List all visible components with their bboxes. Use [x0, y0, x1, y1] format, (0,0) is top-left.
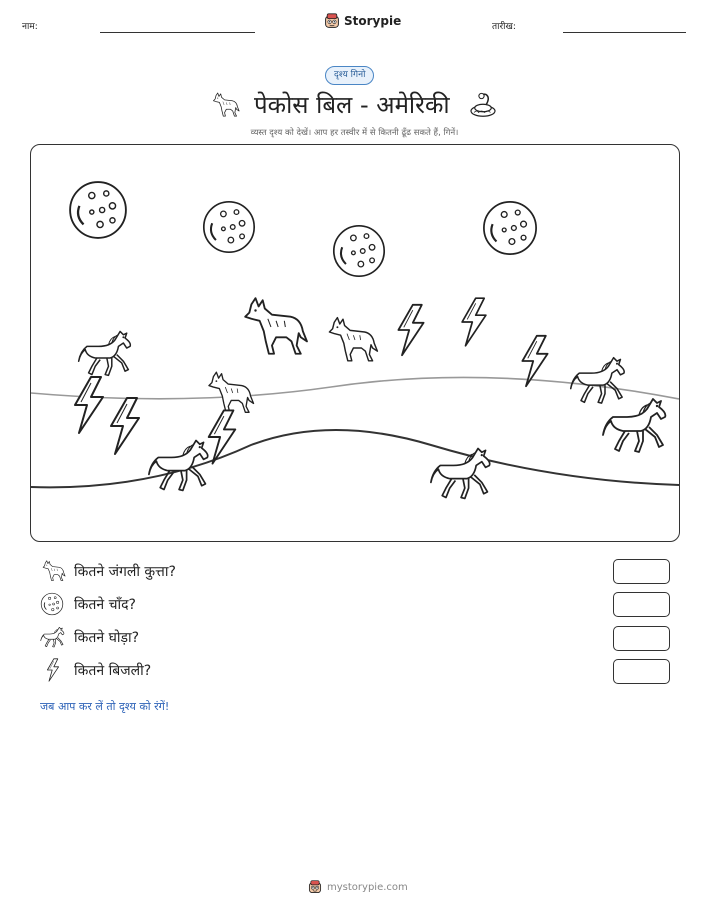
moon	[204, 202, 254, 252]
footer	[308, 880, 408, 894]
answer-box-wild-dogs[interactable]	[613, 559, 670, 584]
wild-dog	[209, 372, 254, 412]
lightning	[111, 398, 139, 454]
wild-dog-icon	[40, 560, 66, 582]
answer-box-moons[interactable]	[613, 592, 670, 617]
question-text: कितने चाँद?	[74, 596, 136, 613]
question-text: कितने जंगली कुत्ता?	[74, 563, 176, 580]
lightning	[75, 377, 103, 433]
wild-dog-icon	[210, 92, 240, 118]
count-scene	[30, 144, 680, 542]
rattlesnake-icon	[468, 90, 498, 120]
name-line[interactable]	[100, 32, 255, 33]
moon	[484, 202, 536, 254]
questions-list	[40, 558, 670, 683]
question-row	[40, 657, 670, 683]
lightning	[462, 298, 486, 346]
wild-dog	[329, 318, 377, 361]
question-row	[40, 558, 670, 584]
storypie-logo	[324, 13, 401, 29]
coloring-note: जब आप कर लें तो दृश्य को रंगें!	[40, 700, 170, 713]
horse	[431, 448, 490, 498]
horse-icon	[40, 625, 66, 649]
scene-illustration	[31, 145, 679, 541]
footer-url[interactable]: mystorypie.com	[327, 881, 408, 893]
moon-icon	[40, 592, 64, 616]
wild-dog	[245, 298, 307, 354]
lightning	[209, 410, 236, 463]
question-row	[40, 591, 670, 617]
horse	[571, 358, 624, 403]
front-hill-line	[31, 430, 679, 487]
title-row	[208, 88, 508, 122]
moon	[334, 226, 384, 276]
lightning	[398, 305, 423, 355]
answer-box-horses[interactable]	[613, 626, 670, 651]
date-label: तारीख:	[492, 22, 516, 32]
question-row	[40, 624, 670, 650]
brand-name: Storypie	[344, 14, 402, 28]
mascot-icon	[324, 13, 340, 29]
mascot-icon	[308, 880, 322, 894]
horse	[603, 399, 665, 452]
instructions: व्यस्त दृश्य को देखें। आप हर तस्वीर में से कितनी ढूँढ सकते हैं, गिनें।	[250, 128, 459, 138]
question-text: कितने बिजली?	[74, 662, 152, 679]
date-line[interactable]	[563, 32, 686, 33]
question-text: कितने घोड़ा?	[74, 629, 140, 646]
horse	[79, 331, 131, 375]
answer-box-lightning[interactable]	[613, 659, 670, 684]
lightning-icon	[40, 658, 66, 682]
activity-badge: दृश्य गिनो	[325, 66, 374, 85]
page-title: पेकोस बिल - अमेरिकी	[254, 91, 450, 119]
name-label: नाम:	[22, 22, 38, 32]
moon	[70, 182, 126, 238]
